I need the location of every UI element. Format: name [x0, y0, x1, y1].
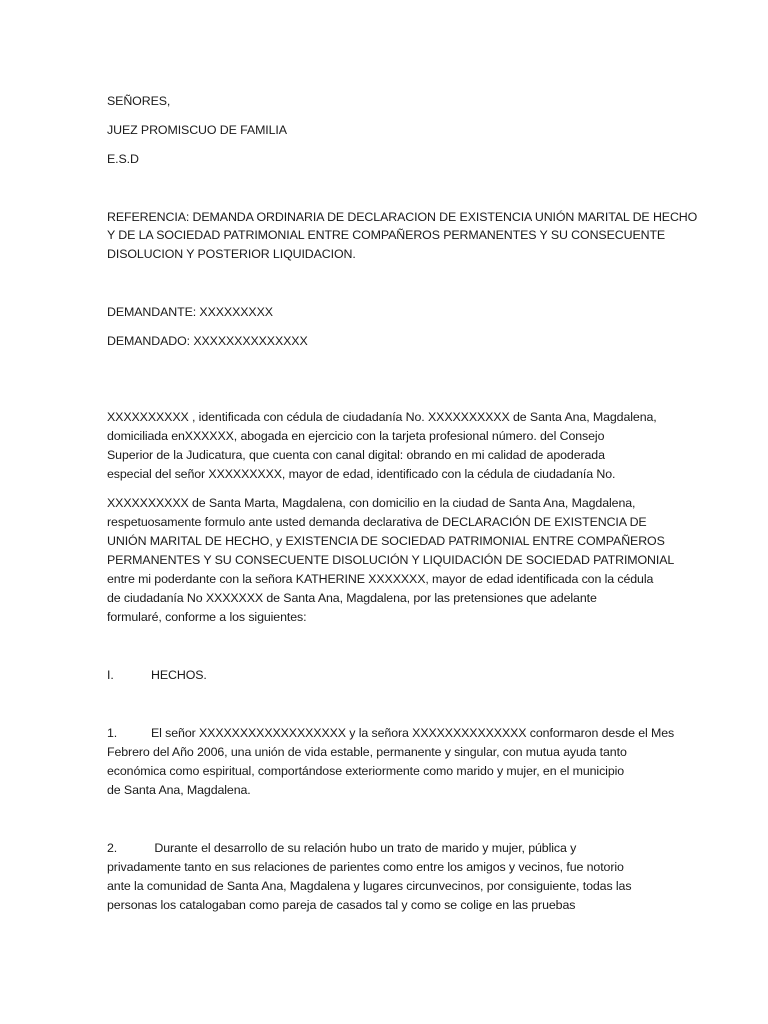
intro-line: XXXXXXXXXX , identificada con cédula de ciudadanía No. XXXXXXXXXX de Santa Ana, Magdalena, — [107, 410, 657, 424]
intro-line: especial del señor XXXXXXXXX, mayor de edad, identificado con la cédula de ciudadanía No. — [107, 467, 616, 481]
reference-line: REFERENCIA: DEMANDA ORDINARIA DE DECLARACION DE EXISTENCIA UNIÓN MARITAL DE HECHO — [107, 210, 698, 224]
fact-line: 1. El señor XXXXXXXXXXXXXXXXXX y la señora XXXXXXXXXXXXXX conformaron desde el Mes — [107, 726, 675, 740]
reference-line: Y DE LA SOCIEDAD PATRIMONIAL ENTRE COMPAÑEROS PERMANENTES Y SU CONSECUENTE — [107, 228, 666, 242]
intro-line: XXXXXXXXXX de Santa Marta, Magdalena, con domicilio en la ciudad de Santa Ana, Magdalena, — [107, 496, 636, 510]
reference-line: DISOLUCION Y POSTERIOR LIQUIDACION. — [107, 247, 356, 261]
intro-line: respetuosamente formulo ante usted demanda declarativa de DECLARACIÓN DE EXISTENCIA DE — [107, 515, 647, 529]
fact-line: de Santa Ana, Magdalena. — [107, 783, 251, 797]
fact-line: Febrero del Año 2006, una unión de vida estable, permanente y singular, con mutua ayuda tanto — [107, 745, 627, 759]
esd-line: E.S.D — [107, 152, 139, 166]
fact-line: privadamente tanto en sus relaciones de parientes como entre los amigos y vecinos, fue notorio — [107, 860, 624, 874]
fact-line: económica como espiritual, comportándose exteriormente como marido y mujer, en el municipio — [107, 764, 625, 778]
fact-line: 2. Durante el desarrollo de su relación hubo un trato de marido y mujer, pública y — [107, 841, 577, 855]
intro-line: domiciliada enXXXXXX, abogada en ejercicio con la tarjeta profesional número. del Consejo — [107, 429, 605, 443]
section-title: HECHOS. — [151, 668, 207, 682]
intro-line: de ciudadanía No XXXXXXX de Santa Ana, Magdalena, por las pretensiones que adelante — [107, 591, 597, 605]
intro-line: UNIÓN MARITAL DE HECHO, y EXISTENCIA DE SOCIEDAD PATRIMONIAL ENTRE COMPAÑEROS — [107, 534, 665, 548]
fact-number: 1. — [107, 726, 118, 740]
demandado-line: DEMANDADO: XXXXXXXXXXXXXX — [107, 334, 308, 348]
fact-line: ante la comunidad de Santa Ana, Magdalena y lugares circunvecinos, por consiguiente, todas las — [107, 879, 632, 893]
judge-line: JUEZ PROMISCUO DE FAMILIA — [107, 123, 287, 137]
intro-line: PERMANENTES Y SU CONSECUENTE DISOLUCIÓN Y LIQUIDACIÓN DE SOCIEDAD PATRIMONIAL — [107, 553, 675, 567]
fact-number: 2. — [107, 841, 118, 855]
intro-line: Superior de la Judicatura, que cuenta con canal digital: obrando en mi calidad de apoderada — [107, 448, 605, 462]
intro-line: formularé, conforme a los siguientes: — [107, 610, 307, 624]
fact-line: personas los catalogaban como pareja de casados tal y como se colige en las pruebas — [107, 898, 576, 912]
demandante-line: DEMANDANTE: XXXXXXXXX — [107, 305, 273, 319]
addressee-line: SEÑORES, — [107, 94, 171, 108]
section-heading — [107, 667, 207, 683]
section-number: I. — [107, 668, 114, 682]
intro-line: entre mi poderdante con la señora KATHERINE XXXXXXX, mayor de edad identificada con la cédula — [107, 572, 654, 586]
